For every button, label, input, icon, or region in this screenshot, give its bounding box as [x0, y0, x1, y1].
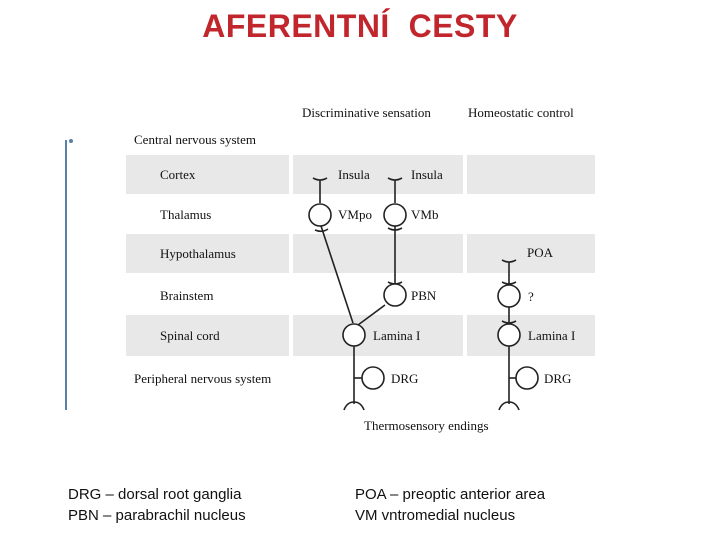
- band-hypothalamus-mid: [293, 234, 463, 273]
- neuron-drg-right: [516, 367, 538, 389]
- side-bar: [66, 139, 73, 410]
- node-pbn: PBN: [411, 288, 437, 303]
- footer-thermosensory: Thermosensory endings: [364, 418, 489, 433]
- legend-right: [355, 484, 545, 526]
- level-brainstem: Brainstem: [160, 288, 214, 303]
- level-cns: Central nervous system: [134, 132, 257, 147]
- neuron-lamina-right: [498, 324, 520, 346]
- node-insula-right: Insula: [411, 167, 443, 182]
- node-drg-right: DRG: [544, 371, 572, 386]
- node-lamina-left: Lamina I: [373, 328, 421, 343]
- node-lamina-right: Lamina I: [528, 328, 576, 343]
- level-pns: Peripheral nervous system: [134, 371, 272, 386]
- neuron-lamina-left: [343, 324, 365, 346]
- legend-item: VM vntromedial nucleus: [355, 507, 516, 524]
- band-cortex-right: [467, 155, 595, 194]
- legend-item: POA – preoptic anterior area: [355, 486, 546, 503]
- page-title: AFERENTNÍ CESTY: [202, 8, 518, 44]
- neuron-pbn: [384, 284, 406, 306]
- node-vmpo: VMpo: [338, 207, 372, 222]
- neuron-drg-left: [362, 367, 384, 389]
- level-thalamus: Thalamus: [160, 207, 212, 222]
- legend-item: DRG – dorsal root ganglia: [68, 486, 242, 503]
- band-cortex: [126, 155, 289, 194]
- node-drg-left: DRG: [391, 371, 419, 386]
- header-discriminative: Discriminative sensation: [302, 105, 431, 120]
- level-hypothalamus: Hypothalamus: [160, 246, 236, 261]
- neuron-unknown: [498, 285, 520, 307]
- node-vmb: VMb: [411, 207, 439, 222]
- neuron-vmb: [384, 204, 406, 226]
- node-unknown: ?: [528, 289, 534, 304]
- level-cortex: Cortex: [160, 167, 196, 182]
- node-poa: POA: [527, 245, 554, 260]
- legend-item: PBN – parabrachil nucleus: [68, 507, 246, 524]
- node-insula-left: Insula: [338, 167, 370, 182]
- header-homeostatic: Homeostatic control: [468, 105, 574, 120]
- neuron-vmpo: [309, 204, 331, 226]
- level-spinal-cord: Spinal cord: [160, 328, 220, 343]
- legend-left: [68, 484, 246, 526]
